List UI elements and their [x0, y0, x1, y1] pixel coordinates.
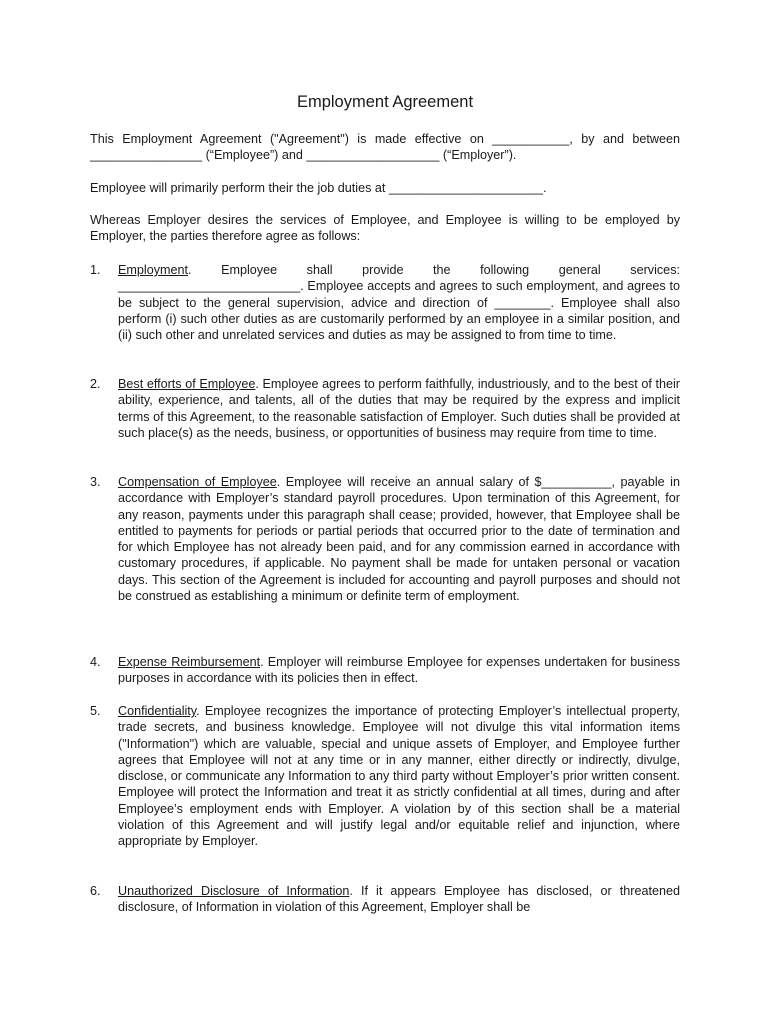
section-body — [118, 474, 680, 604]
section-text: . Employer will reimburse Employee for expenses undertaken for business purposes in accordance with its policies then in effect. — [118, 655, 680, 686]
section-body — [118, 376, 680, 441]
section-heading: Expense Reimbursement — [118, 655, 261, 669]
section-text: . Employee agrees to perform faithfully, industriously, and to the best of their ability, experience, and talents, all of the duties that may be required by the express and implicit terms of this Agreement, to the reasonable satisfaction of Employer. Such duties shall be provided at such place(s) as the needs, business, or opportunities of business may require from time to time. — [118, 377, 680, 440]
section-text: . If it appears Employee has disclosed, or threatened disclosure, of Information in violation of this Agreement, Employer shall be — [118, 884, 680, 915]
section-text: . Employee recognizes the importance of protecting Employer’s intellectual property, trade secrets, and business knowledge. Employee will not divulge this vital information items ("Information") which are valuable, special and unique assets of Employer, and Employee further agrees that Employee will not at any time or in any manner, either directly or indirectly, divulge, disclose, or communicate any Information to any third party without Employer’s prior written consent. Employee will protect the Information and treat it as strictly confidential at all times, during and after Employee’s employment ends with Employer. A violation by of this section shall be a material violation of this Agreement and will justify legal and/or equitable relief and injunction, where appropriate by Employer. — [118, 704, 680, 849]
section-heading: Unauthorized Disclosure of Information — [118, 884, 350, 898]
section-text: . Employee will receive an annual salary of $__________, payable in accordance with Employer’s standard payroll procedures. Upon termination of this Agreement, for any reason, payments under this paragraph shall cease; provided, however, that Employee shall be entitled to payments for periods or partial periods that occurred prior to the date of termination and for which Employee has not already been paid, and for any commission earned in accordance with customary procedures, if applicable. No payment shall be made for untaken personal or vacation days. This section of the Agreement is included for accounting and payroll purposes and should not be construed as establishing a minimum or definite term of employment. — [118, 475, 680, 604]
section-number: 1. — [90, 263, 101, 277]
section-body — [118, 262, 680, 343]
section-number: 2. — [90, 377, 101, 391]
section-4 — [90, 654, 680, 687]
section-5 — [90, 703, 680, 850]
section-number: 6. — [90, 884, 101, 898]
section-heading: Best efforts of Employee — [118, 377, 256, 391]
whereas-paragraph: Whereas Employer desires the services of Employee, and Employee is willing to be employed by Employer, the parties therefore agree as follows: — [90, 213, 680, 244]
section-6 — [90, 883, 680, 916]
section-2 — [90, 376, 680, 441]
section-heading: Compensation of Employee — [118, 475, 277, 489]
section-1 — [90, 262, 680, 343]
section-3 — [90, 474, 680, 604]
duties-location-paragraph: Employee will primarily perform their the job duties at ______________________. — [90, 181, 547, 195]
section-body — [118, 703, 680, 850]
section-heading: Confidentiality — [118, 704, 197, 718]
section-number: 3. — [90, 475, 101, 489]
section-body — [118, 883, 680, 916]
document-title: Employment Agreement — [296, 93, 474, 111]
section-text: . Employee shall provide the following general services: __________________________. Employee accepts and agrees to such employment, and agrees to be subject to the general supervision, advice and direction of ________. Employee shall also perform (i) such other duties as are customarily performed by an employee in a similar position, and (ii) such other and unrelated services and duties as may be assigned to from time to time. — [118, 263, 680, 343]
section-body — [118, 654, 680, 687]
intro-paragraph: This Employment Agreement ("Agreement") is made effective on ___________, by and between ________________ (“Employee”) and ___________________ (“Employer”). — [90, 132, 680, 163]
section-number: 5. — [90, 704, 101, 718]
section-number: 4. — [90, 655, 101, 669]
section-heading: Employment — [118, 263, 188, 277]
